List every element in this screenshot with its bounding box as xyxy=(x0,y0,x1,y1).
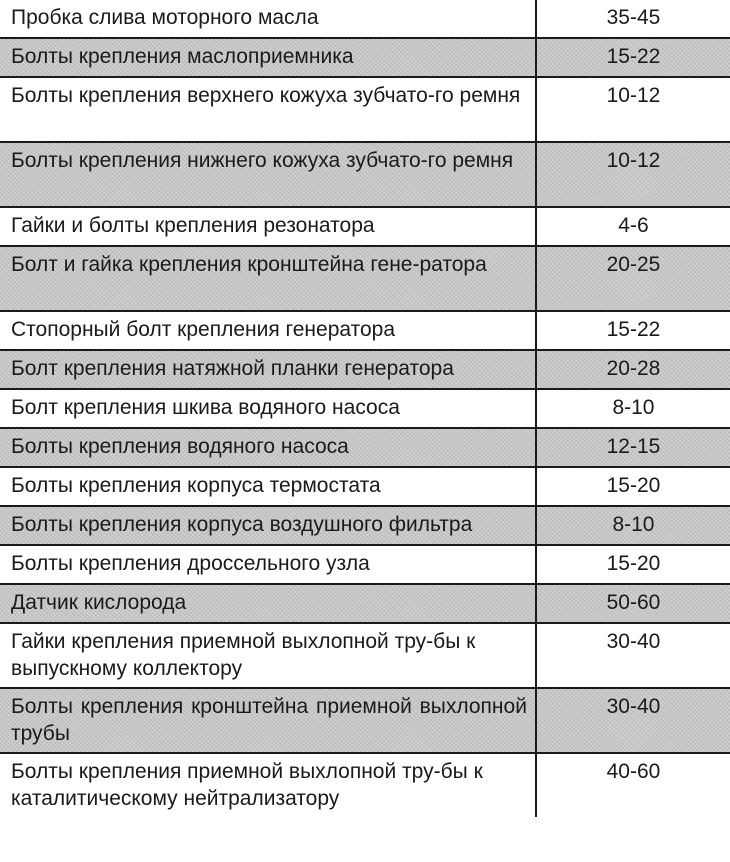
fastener-name: Болты крепления корпуса воздушного фильтра xyxy=(0,506,536,545)
torque-value: 15-20 xyxy=(536,467,730,506)
torque-value: 40-60 xyxy=(536,753,730,817)
fastener-name: Датчик кислорода xyxy=(0,584,536,623)
torque-value: 15-20 xyxy=(536,545,730,584)
torque-value: 12-15 xyxy=(536,428,730,467)
torque-value: 20-25 xyxy=(536,246,730,311)
table-row xyxy=(0,428,730,467)
fastener-name: Болты крепления кронштейна приемной выхлопной трубы xyxy=(0,688,536,753)
fastener-name: Пробка слива моторного масла xyxy=(0,0,536,38)
table-row xyxy=(0,623,730,688)
fastener-name: Болт крепления натяжной планки генератора xyxy=(0,350,536,389)
table-row xyxy=(0,753,730,817)
fastener-name: Гайки и болты крепления резонатора xyxy=(0,207,536,246)
torque-value: 15-22 xyxy=(536,38,730,77)
torque-value: 10-12 xyxy=(536,77,730,142)
torque-value: 20-28 xyxy=(536,350,730,389)
torque-value: 50-60 xyxy=(536,584,730,623)
torque-value: 30-40 xyxy=(536,623,730,688)
table-row xyxy=(0,389,730,428)
table-row xyxy=(0,0,730,38)
table-row xyxy=(0,688,730,753)
table-row xyxy=(0,584,730,623)
fastener-name: Болт крепления шкива водяного насоса xyxy=(0,389,536,428)
torque-value: 8-10 xyxy=(536,389,730,428)
fastener-name: Болты крепления маслоприемника xyxy=(0,38,536,77)
fastener-name: Болты крепления верхнего кожуха зубчато-го ремня xyxy=(0,77,536,142)
table-row xyxy=(0,77,730,142)
table-row xyxy=(0,311,730,350)
table-row xyxy=(0,142,730,207)
table-row xyxy=(0,467,730,506)
fastener-name: Гайки крепления приемной выхлопной тру-бы к выпускному коллектору xyxy=(0,623,536,688)
torque-value: 10-12 xyxy=(536,142,730,207)
torque-value: 30-40 xyxy=(536,688,730,753)
fastener-name: Стопорный болт крепления генератора xyxy=(0,311,536,350)
fastener-name: Болт и гайка крепления кронштейна гене-ратора xyxy=(0,246,536,311)
table-row xyxy=(0,545,730,584)
fastener-name: Болты крепления нижнего кожуха зубчато-го ремня xyxy=(0,142,536,207)
fastener-name: Болты крепления дроссельного узла xyxy=(0,545,536,584)
table-row xyxy=(0,350,730,389)
fastener-name: Болты крепления корпуса термостата xyxy=(0,467,536,506)
torque-value: 8-10 xyxy=(536,506,730,545)
torque-value: 4-6 xyxy=(536,207,730,246)
table-row xyxy=(0,38,730,77)
torque-value: 35-45 xyxy=(536,0,730,38)
fastener-name: Болты крепления приемной выхлопной тру-бы к каталитическому нейтрализатору xyxy=(0,753,536,817)
fastener-name: Болты крепления водяного насоса xyxy=(0,428,536,467)
torque-value: 15-22 xyxy=(536,311,730,350)
table-row xyxy=(0,506,730,545)
table-row xyxy=(0,207,730,246)
table-row xyxy=(0,246,730,311)
